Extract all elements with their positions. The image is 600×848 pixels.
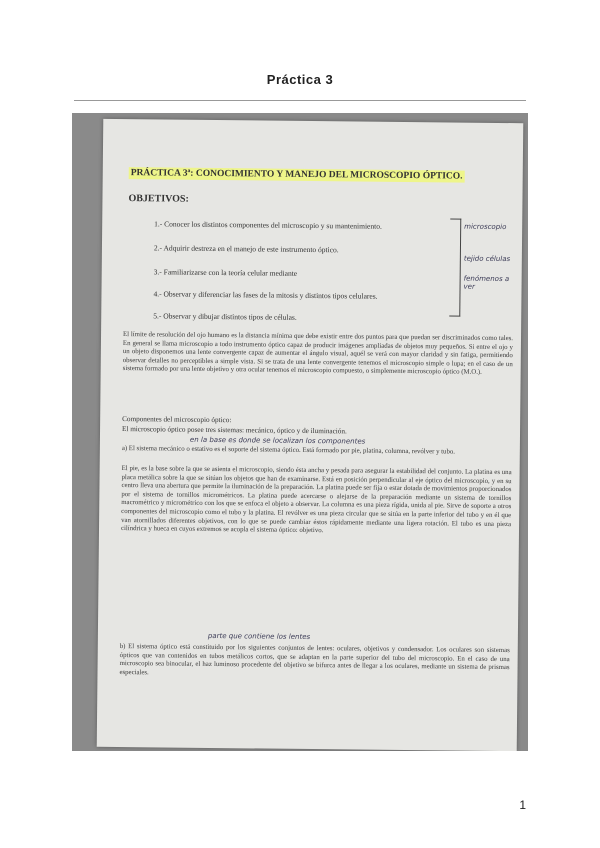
page-title: Práctica 3 bbox=[266, 72, 334, 87]
paper-sheet bbox=[97, 119, 524, 751]
header-divider bbox=[74, 100, 526, 101]
handwritten-note: tejido células bbox=[463, 254, 511, 264]
handwritten-note: parte que contiene los lentes bbox=[207, 631, 311, 642]
objective-item: 4.- Observar y diferenciar las fases de la mitosis y distintos tipos celulares. bbox=[153, 289, 378, 301]
handwritten-note: microscopio bbox=[464, 222, 507, 232]
objective-item: 3.- Familiarizarse con la teoría celular mediante bbox=[153, 267, 298, 278]
intro-paragraph: El límite de resolución del ojo humano es la distancia mínima que debe existir entre dos puntos para que puedan ser discriminados como tales. En general se llama microscopio a todo instrumento óptico capaz de producir imágenes ampliadas de objetos muy pequeños. Si entre el ojo y un objeto disponemos una lente convergente capaz de aumentar el ángulo visual, aquél se verá con mayor claridad y sin fatiga, permitiendo observar detalles no perceptibles a simple vista. Si se trata de una lente convergente tenemos el microscopio simple o lupa; en el caso de un sistema formado por una lente objetivo y otra ocular tenemos el microscopio compuesto, o simplemente microscopio óptico (M.O.). bbox=[122, 331, 514, 377]
objective-item: 1.- Conocer los distintos componentes del microscopio y su mantenimiento. bbox=[154, 219, 382, 231]
components-title: Componentes del microscopio óptico: bbox=[122, 415, 232, 425]
components-intro: El microscopio óptico posee tres sistemas: mecánico, óptico y de iluminación. bbox=[122, 425, 347, 436]
handwritten-note: fenómenos a ver bbox=[463, 274, 510, 291]
objectives-title: OBJETIVOS: bbox=[128, 193, 189, 205]
objective-item: 5.- Observar y dibujar distintos tipos de células. bbox=[153, 311, 297, 322]
document-photo bbox=[72, 113, 528, 751]
handwritten-bracket bbox=[449, 218, 461, 316]
page-number: 1 bbox=[519, 798, 526, 812]
mechanical-system-title: a) El sistema mecánico o estativo es el soporte del sistema óptico. Está formado por pie, platina, columna, revólver y tubo. bbox=[121, 445, 456, 456]
optical-system-text: b) El sistema óptico está constituido por los siguientes conjuntos de lentes: oculares, objetivos y condensador. Los oculares son sistemas ópticos que van contenidos en tubos metálicos cortos, que se adaptan en la parte superior del tubo del microscopio. En el caso de una microscopio sea binocular, el haz luminoso procedente del objetivo se bifurca antes de llegar a los oculares, mediante un sistema de prismas especiales. bbox=[119, 643, 510, 677]
handwritten-note: en la base es donde se localizan los componentes bbox=[189, 435, 366, 446]
mechanical-system-text: El pie, es la base sobre la que se asienta el microscopio, siendo ésta ancha y pesada para asegurar la estabilidad del conjunto. La platina es una placa metálica sobre la que se sitúan los objetos que han de examinarse. Está en posición perpendicular al eje óptico del microscopio, y en su centro lleva una abertura que permite la iluminación de la preparación. La platina puede ser fija o estar dotada de movimientos proporcionados por el sistema de tornillos micrométricos. La platina puede acercarse o alejarse de la preparación mediante un sistema de tornillos macrométrico y micrométrico con los que se enfoca el objeto a observar. La columna es una pieza rígida, unida al pie. Sirve de soporte a otros componentes del microscopio como el tubo y la platina. El revólver es una pieza circular que se sitúa en la parte inferior del tubo y en él que van atornillados diferentes objetivos, con lo que se puede cambiar éstos rápidamente mediante una ligera rotación. El tubo es una pieza cilíndrica y hueca en cuyos extremos se acopla el sistema óptico: objetivo. bbox=[120, 465, 512, 535]
practice-heading: PRÁCTICA 3ª: CONOCIMIENTO Y MANEJO DEL MICROSCOPIO ÓPTICO. bbox=[129, 167, 465, 183]
objective-item: 2.- Adquirir destreza en el manejo de este instrumento óptico. bbox=[153, 243, 339, 255]
